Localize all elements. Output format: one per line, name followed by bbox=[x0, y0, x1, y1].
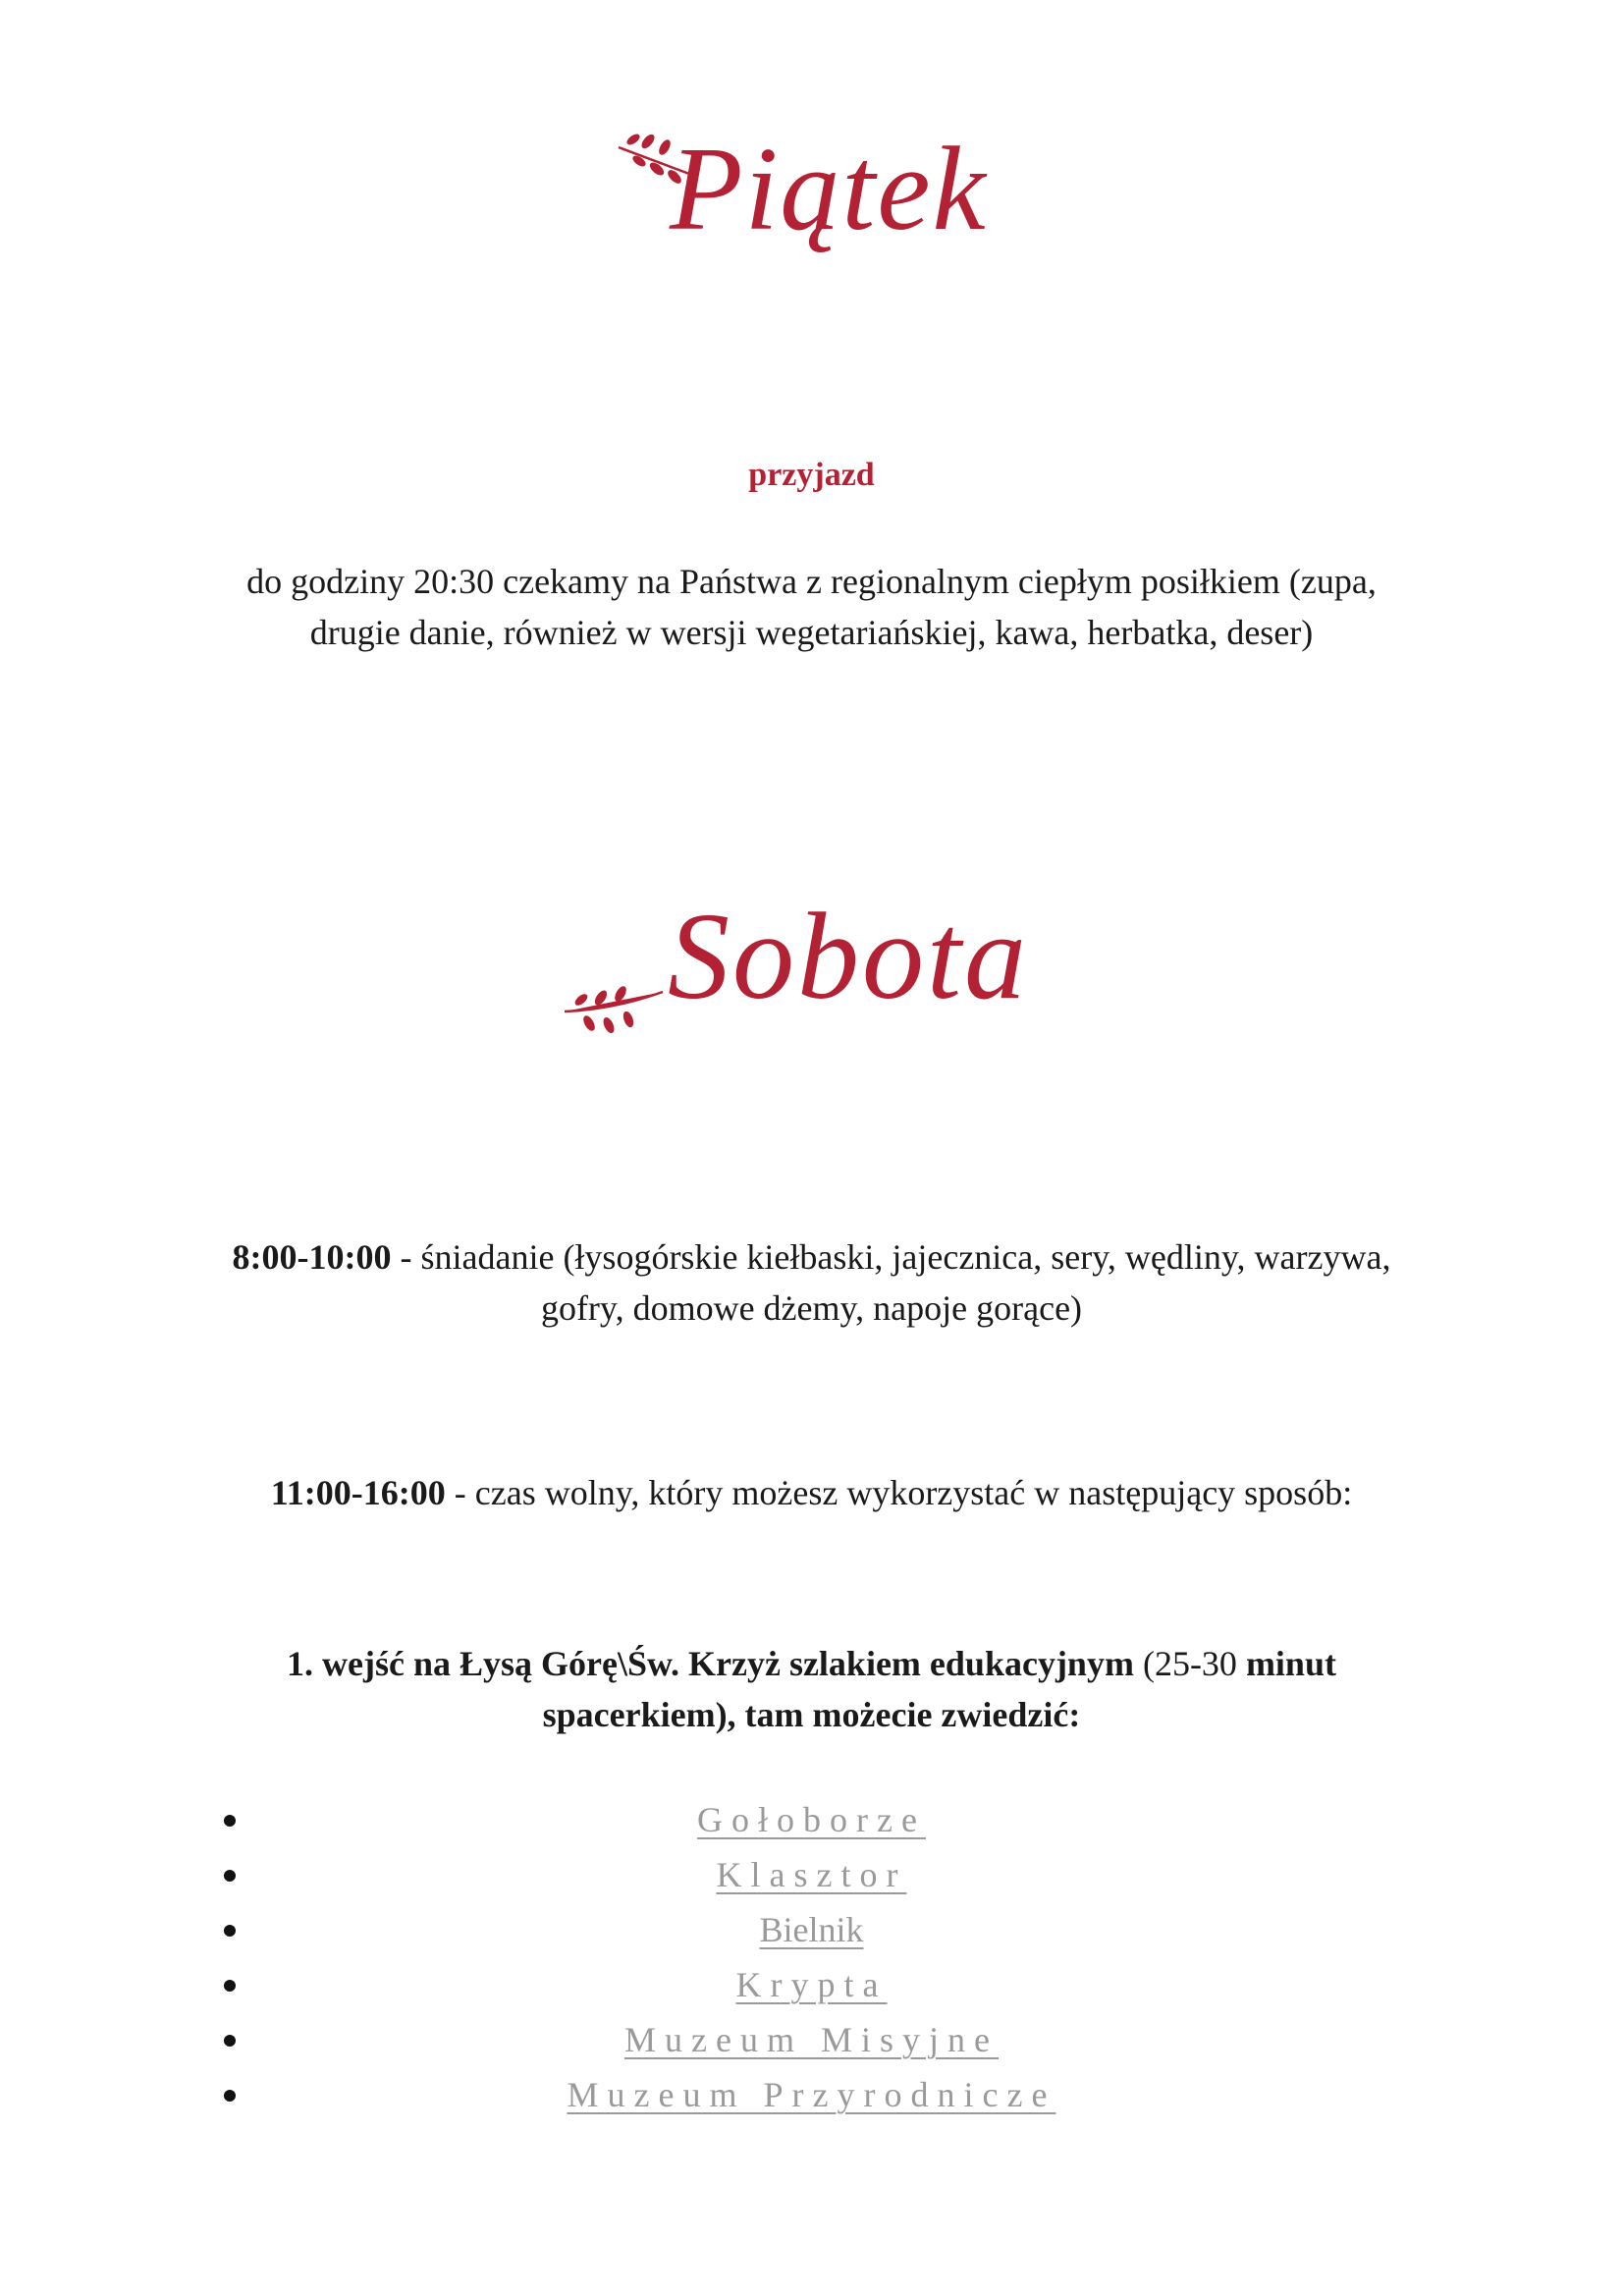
link-bielnik[interactable]: Bielnik bbox=[759, 1910, 864, 1949]
list-item bbox=[0, 2067, 1623, 2122]
leaf-sprig-icon bbox=[560, 972, 668, 1051]
option-1 bbox=[275, 1638, 1348, 1740]
saturday-heading bbox=[0, 854, 1623, 1051]
friday-heading bbox=[0, 88, 1623, 285]
list-item bbox=[0, 1902, 1623, 1957]
option-1-part-b: (25-30 bbox=[1142, 1644, 1237, 1683]
friday-subtitle: przyjazd bbox=[748, 457, 875, 493]
bullet bbox=[224, 1925, 236, 1937]
breakfast-time: 8:00-10:00 bbox=[232, 1237, 392, 1277]
link-goloborze[interactable]: Gołoborze bbox=[697, 1800, 926, 1839]
bullet bbox=[224, 2090, 236, 2102]
free-time-time: 11:00-16:00 bbox=[270, 1473, 446, 1512]
list-item bbox=[0, 1847, 1623, 1902]
list-item bbox=[0, 1957, 1623, 2012]
friday-title: Piątek bbox=[670, 123, 988, 255]
free-time-item bbox=[255, 1467, 1368, 1518]
link-muzeum-misyjne[interactable]: Muzeum Misyjne bbox=[624, 2020, 999, 2059]
option-1-part-c: minut spacerkiem), tam możecie zwiedzić: bbox=[542, 1644, 1336, 1734]
link-krypta[interactable]: Krypta bbox=[735, 1965, 888, 2004]
list-item bbox=[0, 1792, 1623, 1847]
link-muzeum-przyrodnicze[interactable]: Muzeum Przyrodnicze bbox=[567, 2075, 1056, 2114]
free-time-text: - czas wolny, który możesz wykorzystać w następujący sposób: bbox=[445, 1473, 1353, 1512]
link-klasztor[interactable]: Klasztor bbox=[716, 1855, 907, 1894]
option-1-part-a: 1. wejść na Łysą Górę\Św. Krzyż szlakiem edukacyjnym bbox=[287, 1644, 1143, 1683]
saturday-title: Sobota bbox=[668, 889, 1030, 1025]
places-list bbox=[0, 1792, 1623, 2122]
bullet bbox=[224, 1870, 236, 1882]
bullet bbox=[224, 1815, 236, 1827]
friday-text: do godziny 20:30 czekamy na Państwa z regionalnym ciepłym posiłkiem (zupa, drugie danie, również w wersji wegetariańskiej, kawa, herbatka, deser) bbox=[246, 562, 1377, 652]
bullet bbox=[224, 1980, 236, 1992]
breakfast-text: - śniadanie (łysogórskie kiełbaski, jajecznica, sery, wędliny, warzywa, gofry, domowe dżemy, napoje gorące) bbox=[391, 1237, 1391, 1328]
breakfast-item bbox=[226, 1231, 1397, 1334]
list-item bbox=[0, 2012, 1623, 2067]
bullet bbox=[224, 2035, 236, 2047]
